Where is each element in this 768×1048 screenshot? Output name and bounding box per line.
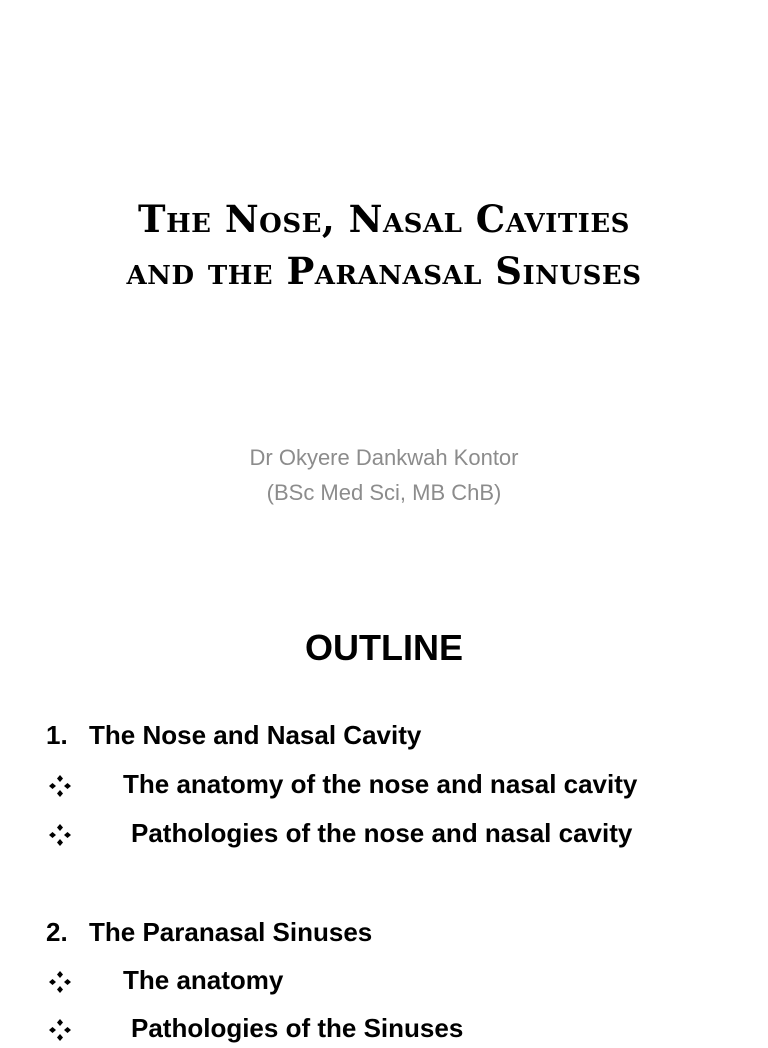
outline-slide [0,576,768,1043]
section-title: The Nose and Nasal Cavity [89,720,422,750]
bullet-text: The anatomy [123,965,284,995]
four-diamond-bullet-icon [48,823,72,847]
four-diamond-bullet-icon [48,1018,72,1042]
author-credentials: (BSc Med Sci, MB ChB) [266,480,502,505]
outline-bullet [0,764,768,804]
slide-title-line-1: The Nose, Nasal Cavities [138,197,630,241]
bullet-text: The anatomy of the nose and nasal cavity [123,769,638,799]
outline-heading: OUTLINE [305,627,463,668]
slide-title-line-2: and the Paranasal Sinuses [126,249,642,293]
outline-bullet [0,960,768,1000]
outline-section-2 [0,912,768,952]
outline-section-1 [0,715,768,755]
bullet-text: Pathologies of the nose and nasal cavity [131,818,633,848]
author-name: Dr Okyere Dankwah Kontor [249,445,519,470]
bullet-text: Pathologies of the Sinuses [131,1013,464,1043]
four-diamond-bullet-icon [48,970,72,994]
section-number: 2. [46,917,68,947]
outline-bullet [0,813,768,853]
section-title: The Paranasal Sinuses [89,917,373,947]
four-diamond-bullet-icon [48,774,72,798]
outline-bullet [0,1008,768,1048]
section-number: 1. [46,720,68,750]
